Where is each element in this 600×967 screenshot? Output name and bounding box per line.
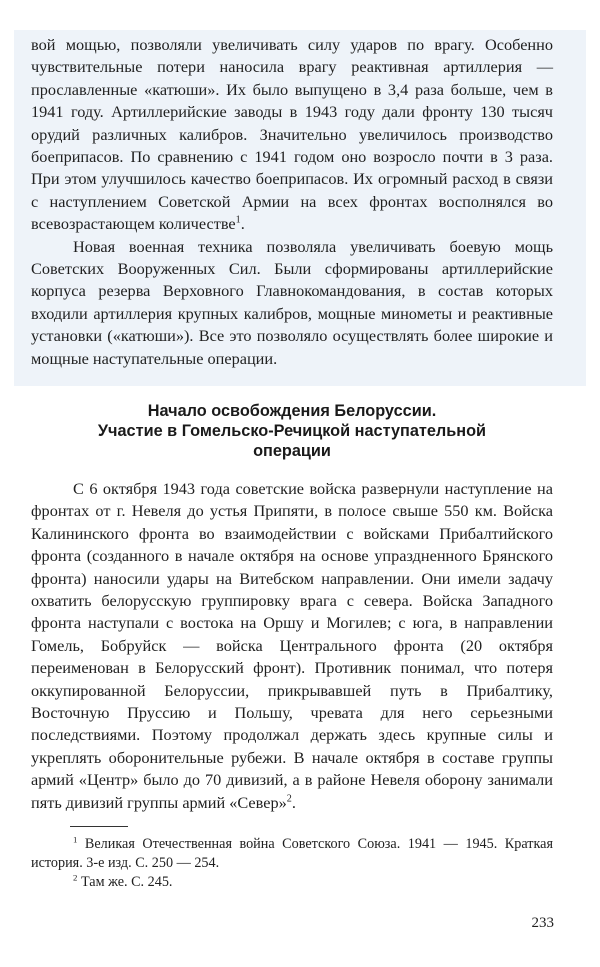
heading-line-3: операции xyxy=(253,442,331,460)
page-number: 233 xyxy=(531,915,554,931)
paragraph-2: Новая военная техника позволяла увеличивать боевую мощь Советских Вооруженных Сил. Были сформированы артиллерийские корпуса резерва Верховного Главнокомандования, в состав которых входили артиллерия крупных калибров, мощные минометы и реактивные установки («катюши»). Все это позволяло осуществлять более широкие и мощные наступательные операции. xyxy=(31,236,553,368)
section-2-text xyxy=(31,478,553,814)
section-heading xyxy=(31,401,553,461)
footnote-marker-1: 1 xyxy=(235,214,241,226)
footnote-1: $^1$ Великая Отечественная война Советского Союза. 1941 — 1945. Краткая история. 3-е изд. С. 250 — 254. xyxy=(31,834,553,871)
heading-line-2: Участие в Гомельско-Речицкой наступательной xyxy=(97,422,487,440)
heading-line-1: Начало освобождения Белоруссии. xyxy=(147,402,437,420)
footnote-marker-2: 2 xyxy=(286,793,292,805)
section-1-text xyxy=(31,34,553,370)
paragraph-3: С 6 октября 1943 года советские войска развернули наступление на фронтах от г. Невеля до устья Припяти, в полосе свыше 550 км. Войска Калининского фронта во взаимодействии с войсками Прибалтийского фронта (созданного в начале октября на основе упраздненного Брянского фронта) наносили удары на Витебском направлении. Они имели задачу охватить белорусскую группировку врага с севера. Войска Западного фронта наступали с востока на Оршу и Могилев; с юга, в направлении Гомель, Бобруйск — войска Центрального фронта (20 октября переименован в Белорусский фронт). Противник понимал, что потеря оккупированной Белоруссии, прикрывавшей путь в Прибалтику, Восточную Пруссию и Польшу, чревата для него серьезными последствиями. Поэтому продолжал держать здесь крупные силы и укреплять оборонительные рубежи. В начале октября в составе группы армий «Центр» было до 70 дивизий, а в районе Невеля оборону занимали пять дивизий группы армий «Север»$^2$. xyxy=(31,479,553,812)
footnote-divider xyxy=(70,826,128,827)
paragraph-1: вой мощью, позволяли увеличивать силу ударов по врагу. Особенно чувствительные потери наносила врагу реактивная артиллерия — прославленные «катюши». Их было выпущено в 3,4 раза больше, чем в 1941 году. Артиллерийские заводы в 1943 году дали фронту 130 тысяч орудий различных калибров. Значительно увеличилось производство боеприпасов. По сравнению с 1941 годом оно возросло почти в 3 раза. При этом улучшилось качество боеприпасов. Их огромный расход в связи с наступлением Советской Армии на всех фронтах восполнялся во всевозрастающем количестве$^1$. xyxy=(31,35,553,234)
footnotes xyxy=(31,835,553,892)
footnote-2: $^2$ Там же. С. 245. xyxy=(73,872,173,890)
